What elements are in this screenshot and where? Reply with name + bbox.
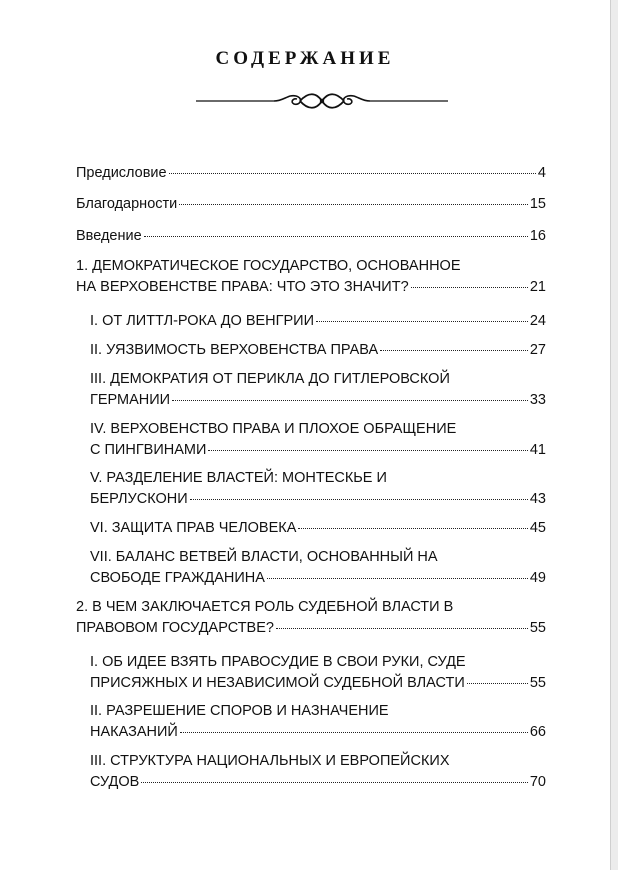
toc-entry-row: [90, 390, 546, 411]
toc-page-number: 21: [529, 279, 546, 295]
toc-entry-title: НА ВЕРХОВЕНСТВЕ ПРАВА: ЧТО ЭТО ЗНАЧИТ?: [76, 279, 409, 295]
dot-leader: [172, 400, 528, 401]
toc-entry[interactable]: [90, 547, 546, 589]
toc-page-number: 33: [529, 392, 546, 408]
dot-leader: [298, 528, 527, 529]
toc-entry-title: С ПИНГВИНАМИ: [90, 442, 207, 458]
toc-entry-title: СВОБОДЕ ГРАЖДАНИНА: [90, 570, 265, 586]
toc-entry-row: [90, 772, 546, 793]
toc-page-number: 55: [529, 620, 546, 636]
toc-entry[interactable]: [90, 419, 546, 461]
toc-entry-row: [90, 489, 546, 510]
toc-entry-row: [76, 194, 546, 215]
toc-entry[interactable]: [90, 652, 546, 694]
toc-entry[interactable]: [90, 751, 546, 793]
toc-entry-title-line: I. ОБ ИДЕЕ ВЗЯТЬ ПРАВОСУДИЕ В СВОИ РУКИ, СУДЕ: [90, 654, 466, 670]
dot-leader: [144, 236, 528, 237]
toc-entry-row: [90, 311, 546, 332]
toc-entry-title-line: III. ДЕМОКРАТИЯ ОТ ПЕРИКЛА ДО ГИТЛЕРОВСКОЙ: [90, 371, 450, 387]
dot-leader: [141, 782, 528, 783]
toc-entry-row: [90, 518, 546, 539]
toc-page-number: 4: [537, 165, 546, 181]
toc-entry-row: [90, 673, 546, 694]
dot-leader: [316, 321, 528, 322]
toc-entry-title-line: II. РАЗРЕШЕНИЕ СПОРОВ И НАЗНАЧЕНИЕ: [90, 703, 389, 719]
toc-page-number: 41: [529, 442, 546, 458]
toc-page-number: 27: [529, 342, 546, 358]
ornament-divider: [196, 89, 448, 113]
toc-entry-row: [90, 568, 546, 589]
toc-entry[interactable]: [76, 597, 546, 639]
toc-entry[interactable]: [90, 311, 546, 332]
toc-entry-row: [90, 722, 546, 743]
dot-leader: [467, 683, 528, 684]
toc-entry-row: [90, 440, 546, 461]
toc-page-number: 15: [529, 196, 546, 212]
toc-entry-title: II. УЯЗВИМОСТЬ ВЕРХОВЕНСТВА ПРАВА: [90, 342, 379, 358]
toc-entry-title-line: III. СТРУКТУРА НАЦИОНАЛЬНЫХ И ЕВРОПЕЙСКИХ: [90, 753, 450, 769]
toc-entry-title-line: 2. В ЧЕМ ЗАКЛЮЧАЕТСЯ РОЛЬ СУДЕБНОЙ ВЛАСТИ В: [76, 599, 454, 615]
toc-entry[interactable]: [90, 701, 546, 743]
toc-entry-title: ПРИСЯЖНЫХ И НЕЗАВИСИМОЙ СУДЕБНОЙ ВЛАСТИ: [90, 675, 465, 691]
toc-page-number: 24: [529, 313, 546, 329]
toc-entry[interactable]: [76, 256, 546, 298]
toc-entry-title: СУДОВ: [90, 774, 140, 790]
dot-leader: [276, 628, 528, 629]
toc-entry-title-line: 1. ДЕМОКРАТИЧЕСКОЕ ГОСУДАРСТВО, ОСНОВАННОЕ: [76, 258, 461, 274]
toc-entry-title: VI. ЗАЩИТА ПРАВ ЧЕЛОВЕКА: [90, 520, 297, 536]
toc-page-number: 45: [529, 520, 546, 536]
toc-entry-row: [76, 277, 546, 298]
toc-entry[interactable]: [76, 194, 546, 215]
toc-entry-title: ГЕРМАНИИ: [90, 392, 171, 408]
toc-entry-title-line: IV. ВЕРХОВЕНСТВО ПРАВА И ПЛОХОЕ ОБРАЩЕНИЕ: [90, 421, 457, 437]
toc-entry-title: НАКАЗАНИЙ: [90, 724, 178, 740]
toc-entry-title: Благодарности: [76, 196, 178, 212]
dot-leader: [180, 732, 528, 733]
toc-entry-title: БЕРЛУСКОНИ: [90, 491, 188, 507]
toc-page-number: 49: [529, 570, 546, 586]
toc-entry-title: Предисловие: [76, 165, 167, 181]
toc-page-number: 16: [529, 228, 546, 244]
toc-entry[interactable]: [90, 518, 546, 539]
toc-entry-row: [90, 340, 546, 361]
toc-entry[interactable]: [90, 468, 546, 510]
dot-leader: [267, 578, 528, 579]
dot-leader: [190, 499, 528, 500]
dot-leader: [169, 173, 536, 174]
toc-entry[interactable]: [90, 340, 546, 361]
toc-page-number: 55: [529, 675, 546, 691]
toc-entry-title: Введение: [76, 228, 142, 244]
toc-page-number: 70: [529, 774, 546, 790]
toc-entry-title: I. ОТ ЛИТТЛ-РОКА ДО ВЕНГРИИ: [90, 313, 315, 329]
toc-entry-title-line: V. РАЗДЕЛЕНИЕ ВЛАСТЕЙ: МОНТЕСКЬЕ И: [90, 470, 387, 486]
toc-entry-title-line: VII. БАЛАНС ВЕТВЕЙ ВЛАСТИ, ОСНОВАННЫЙ НА: [90, 549, 438, 565]
toc-page-number: 66: [529, 724, 546, 740]
dot-leader: [380, 350, 528, 351]
toc-entry[interactable]: [76, 163, 546, 184]
toc-entry-title: ПРАВОВОМ ГОСУДАРСТВЕ?: [76, 620, 274, 636]
toc-entry[interactable]: [76, 226, 546, 247]
toc-entry-row: [76, 226, 546, 247]
dot-leader: [411, 287, 528, 288]
dot-leader: [208, 450, 527, 451]
toc-entry[interactable]: [90, 369, 546, 411]
toc-entry-row: [76, 618, 546, 639]
toc-entry-row: [76, 163, 546, 184]
toc-page-number: 43: [529, 491, 546, 507]
page-title: СОДЕРЖАНИЕ: [215, 48, 395, 69]
dot-leader: [179, 204, 528, 205]
